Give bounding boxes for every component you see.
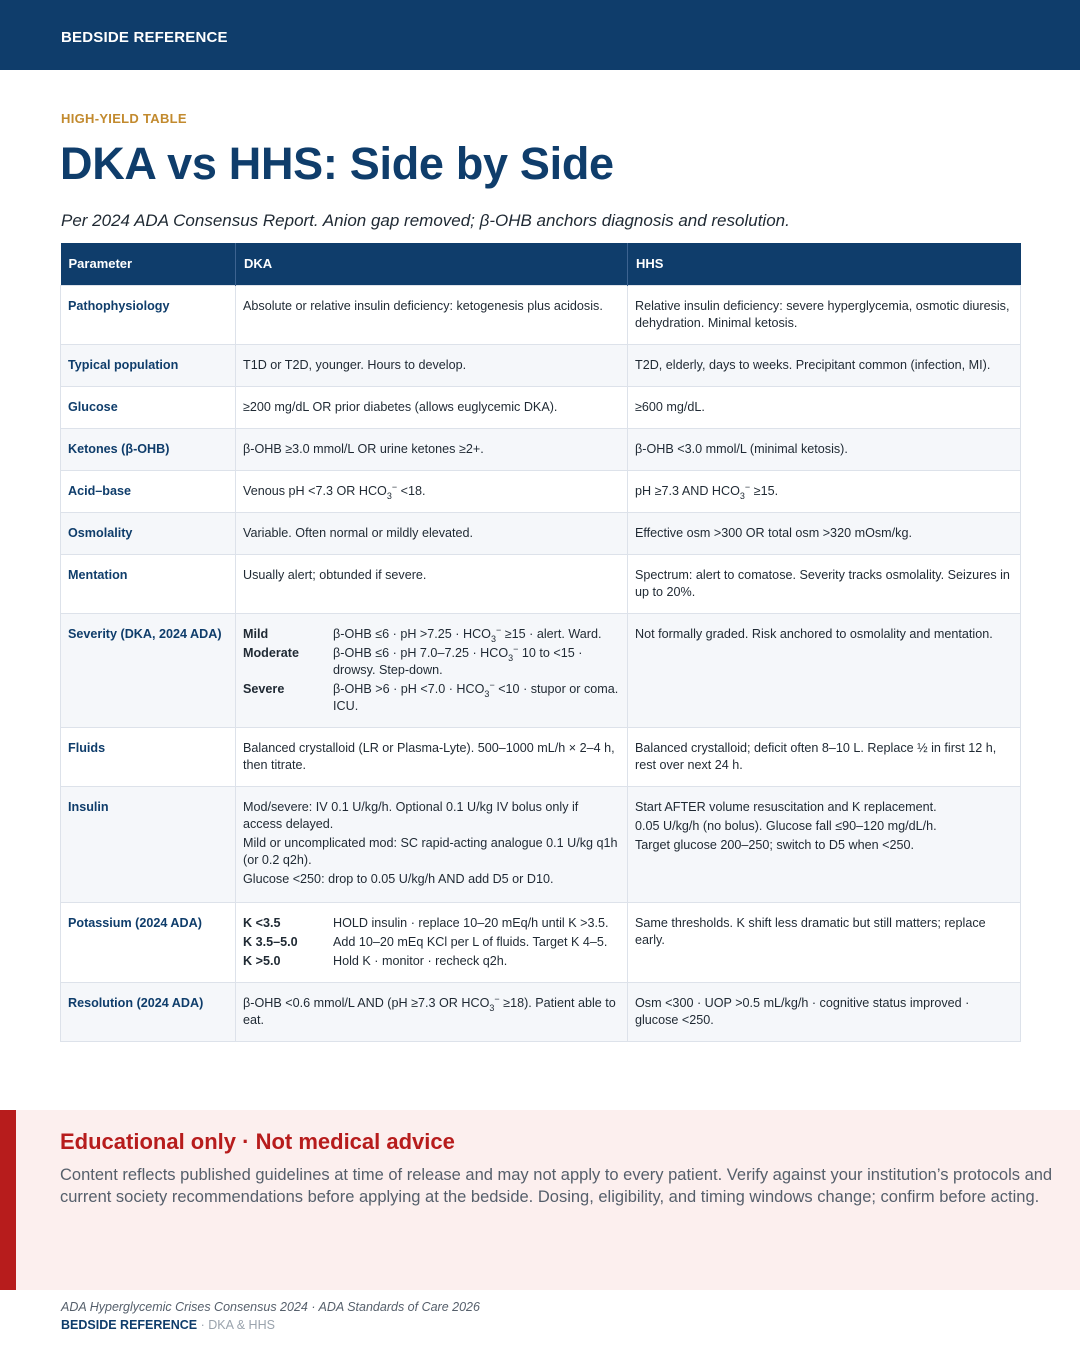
table-row <box>61 902 1021 982</box>
table-row <box>61 613 1021 727</box>
hhs-cell: Spectrum: alert to comatose. Severity tracks osmolality. Seizures in up to 20%. <box>628 554 1021 613</box>
row-param: Osmolality <box>61 512 236 554</box>
insulin-line: Mild or uncomplicated mod: SC rapid-acting analogue 0.1 U/kg q1h (or 0.2 q2h). <box>243 835 618 867</box>
dka-cell: β-OHB <0.6 mmol/L AND (pH ≥7.3 OR $HCO_3^- \ge 18$). Patient able to eat. <box>236 982 628 1041</box>
row-param: Resolution (2024 ADA) <box>61 982 236 1041</box>
severity-criteria: β-OHB >6 · pH $<7.0 \cdot HCO_3^- <10$ · stupor or coma. ICU. <box>333 679 619 713</box>
hhs-cell: β-OHB <3.0 mmol/L (minimal ketosis). <box>628 428 1021 470</box>
dka-cell <box>236 902 628 982</box>
row-param: Ketones (β-OHB) <box>61 428 236 470</box>
disclaimer-body: Content reflects published guidelines at time of release and may not apply to every patient. Verify against your institution’s protocols and current society recommendations before applying at the bedside. Dosing, eligibility, and timing windows change; confirm before acting. <box>60 1166 1053 1206</box>
table-row <box>61 982 1021 1041</box>
potassium-grid <box>243 915 620 970</box>
hhs-cell: T2D, elderly, days to weeks. Precipitant common (infection, MI). <box>628 344 1021 386</box>
severity-label: Severe <box>243 681 285 696</box>
page-title: DKA vs HHS: Side by Side <box>60 138 614 189</box>
dka-cell: Balanced crystalloid (LR or Plasma-Lyte). 500–1000 mL/h × 2–4 h, then titrate. <box>236 727 628 786</box>
table-row <box>61 428 1021 470</box>
potassium-label: K 3.5–5.0 <box>243 934 298 949</box>
hhs-cell: Same thresholds. K shift less dramatic but still matters; replace early. <box>628 902 1021 982</box>
severity-criteria: β-OHB ≤6 · pH $>7.25 \cdot HCO_3^- \ge 15$ · alert. Ward. <box>333 624 602 644</box>
table-row <box>61 786 1021 902</box>
dka-cell <box>236 613 628 727</box>
footer <box>61 1318 275 1332</box>
insulin-line: 0.05 U/kg/h (no bolus). Glucose fall ≤90–120 mg/dL/h. <box>635 818 937 833</box>
dka-cell: Venous pH <7.3 OR $HCO_3^- <18$. <box>236 470 628 512</box>
hhs-cell: Balanced crystalloid; deficit often 8–10 L. Replace ½ in first 12 h, rest over next 24 h. <box>628 727 1021 786</box>
row-param: Insulin <box>61 786 236 902</box>
hhs-cell: pH ≥7.3 AND $HCO_3^- \ge 15$. <box>628 470 1021 512</box>
table-row <box>61 285 1021 344</box>
page-subtitle: Per 2024 ADA Consensus Report. Anion gap removed; β-OHB anchors diagnosis and resolution. <box>61 211 790 230</box>
row-param: Potassium (2024 ADA) <box>61 902 236 982</box>
insulin-line: Start AFTER volume resuscitation and K replacement. <box>635 799 937 814</box>
row-param: Fluids <box>61 727 236 786</box>
potassium-action: HOLD insulin · replace 10–20 mEq/h until K >3.5. <box>333 915 609 930</box>
table-row <box>61 512 1021 554</box>
dka-cell: ≥200 mg/dL OR prior diabetes (allows euglycemic DKA). <box>236 386 628 428</box>
row-param: Glucose <box>61 386 236 428</box>
severity-criteria: β-OHB ≤6 · pH $7.0-7.25 \cdot HCO_3^-$ 10 to <15 · drowsy. Step-down. <box>333 643 583 677</box>
hhs-cell: Osm <300 · UOP >0.5 mL/kg/h · cognitive status improved · glucose <250. <box>628 982 1021 1041</box>
row-param: Pathophysiology <box>61 285 236 344</box>
potassium-action: Hold K · monitor · recheck q2h. <box>333 953 508 968</box>
footer-brand: BEDSIDE REFERENCE <box>61 1318 198 1332</box>
comparison-table <box>60 243 1021 1042</box>
row-param: Acid–base <box>61 470 236 512</box>
row-param: Typical population <box>61 344 236 386</box>
insulin-line: Mod/severe: IV 0.1 U/kg/h. Optional 0.1 U/kg IV bolus only if access delayed. <box>243 799 579 831</box>
citation: ADA Hyperglycemic Crises Consensus 2024 · ADA Standards of Care 2026 <box>61 1300 480 1314</box>
column-header-dka: DKA <box>236 243 628 285</box>
brand-label: BEDSIDE REFERENCE <box>61 29 228 46</box>
severity-label: Moderate <box>243 645 299 660</box>
dka-cell: β-OHB ≥3.0 mmol/L OR urine ketones ≥2+. <box>236 428 628 470</box>
table-header-row <box>61 243 1021 285</box>
footer-section: · DKA & HHS <box>200 1318 275 1332</box>
hhs-cell: Relative insulin deficiency: severe hyperglycemia, osmotic diuresis, dehydration. Minimal ketosis. <box>628 285 1021 344</box>
potassium-action: Add 10–20 mEq KCl per L of fluids. Target K 4–5. <box>333 934 608 949</box>
row-param: Mentation <box>61 554 236 613</box>
disclaimer-banner <box>0 1110 1080 1290</box>
dka-cell: T1D or T2D, younger. Hours to develop. <box>236 344 628 386</box>
table-row <box>61 554 1021 613</box>
disclaimer-accent-bar <box>0 1110 16 1290</box>
hhs-cell: Not formally graded. Risk anchored to osmolality and mentation. <box>628 613 1021 727</box>
table-row <box>61 470 1021 512</box>
dka-cell: Absolute or relative insulin deficiency: ketogenesis plus acidosis. <box>236 285 628 344</box>
disclaimer-heading: Educational only · Not medical advice <box>60 1129 455 1154</box>
dka-cell: Variable. Often normal or mildly elevated. <box>236 512 628 554</box>
hhs-cell: ≥600 mg/dL. <box>628 386 1021 428</box>
eyebrow-label: HIGH-YIELD TABLE <box>61 111 187 126</box>
table-row <box>61 727 1021 786</box>
column-header-hhs: HHS <box>628 243 1021 285</box>
insulin-line: Target glucose 200–250; switch to D5 when <250. <box>635 837 914 852</box>
potassium-label: K >5.0 <box>243 953 281 968</box>
dka-cell: Usually alert; obtunded if severe. <box>236 554 628 613</box>
severity-label: Mild <box>243 626 269 641</box>
dka-cell <box>236 786 628 902</box>
table-row <box>61 344 1021 386</box>
hhs-cell: Effective osm >300 OR total osm >320 mOsm/kg. <box>628 512 1021 554</box>
column-header-parameter: Parameter <box>61 243 236 285</box>
header-bar <box>0 0 1080 70</box>
potassium-label: K <3.5 <box>243 915 281 930</box>
row-param: Severity (DKA, 2024 ADA) <box>61 613 236 727</box>
insulin-line: Glucose <250: drop to 0.05 U/kg/h AND add D5 or D10. <box>243 871 554 886</box>
severity-grid <box>243 626 620 715</box>
table-row <box>61 386 1021 428</box>
hhs-cell <box>628 786 1021 902</box>
